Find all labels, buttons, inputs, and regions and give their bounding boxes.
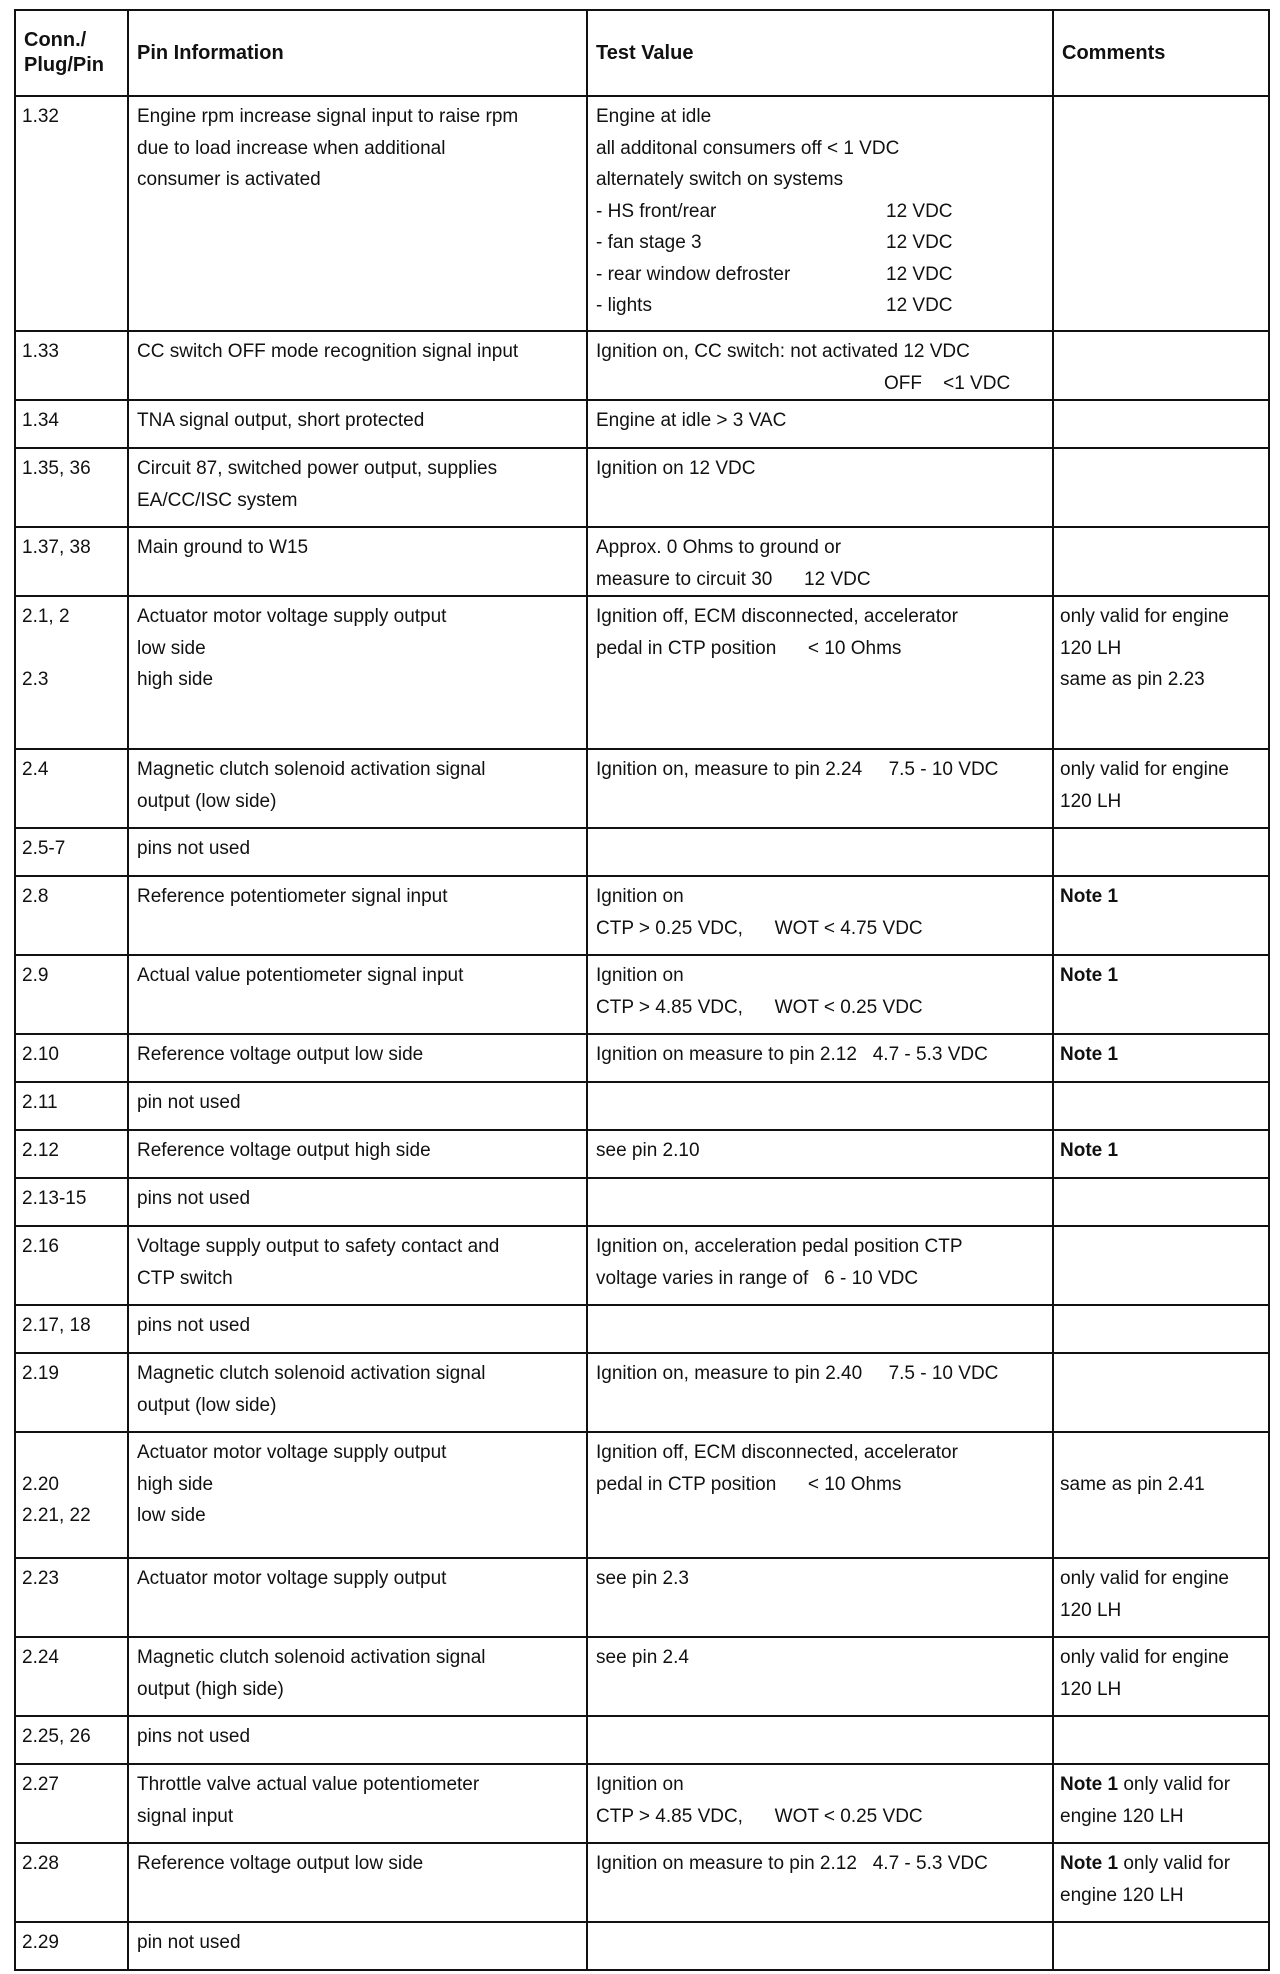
pin-info-line: Circuit 87, switched power output, supplies [137, 458, 498, 479]
test-value-cell [587, 596, 1053, 749]
comments-cell [1053, 1637, 1269, 1716]
test-value-line: Ignition on, measure to pin 2.24 7.5 - 10 VDC [596, 759, 999, 780]
header-comments: Comments [1053, 10, 1269, 96]
pin-info-line: Magnetic clutch solenoid activation signal [137, 759, 486, 780]
test-value-cell [587, 1305, 1053, 1353]
header-conn [15, 10, 128, 96]
test-value-cell [587, 1226, 1053, 1305]
test-pair-value: 12 VDC [886, 232, 953, 253]
conn-pin-value-2: 2.21, 22 [22, 1505, 91, 1526]
table-row [15, 1305, 1269, 1353]
pin-info-line: pins not used [137, 1726, 251, 1747]
pin-info-line: TNA signal output, short protected [137, 410, 425, 431]
comments-cell [1053, 1305, 1269, 1353]
conn-pin-cell [15, 1716, 128, 1764]
comments-line [1060, 1039, 1266, 1071]
conn-pin-value: 1.35, 36 [22, 458, 91, 479]
note-label: Note 1 [1060, 1774, 1119, 1795]
test-value-cell [587, 1764, 1053, 1843]
test-value-cell [587, 1922, 1053, 1970]
pin-info-cell [128, 1558, 587, 1637]
pin-info-line: Reference potentiometer signal input [137, 886, 448, 907]
pin-info-cell [128, 1716, 587, 1764]
conn-pin-value: 1.37, 38 [22, 537, 91, 558]
pin-info-cell [128, 1082, 587, 1130]
test-value-line: Ignition on [596, 886, 684, 907]
test-value-cell [587, 1130, 1053, 1178]
pin-info-cell [128, 1130, 587, 1178]
pin-info-line: pins not used [137, 1188, 251, 1209]
table-row [15, 1034, 1269, 1082]
conn-pin-cell [15, 1226, 128, 1305]
table-row [15, 448, 1269, 527]
comments-line: only valid for engine [1060, 1568, 1229, 1589]
conn-pin-cell [15, 527, 128, 596]
comments-cell [1053, 331, 1269, 400]
pin-info-line: output (low side) [137, 1394, 277, 1416]
test-pair-label: - HS front/rear [596, 200, 717, 222]
pin-info-line: output (high side) [137, 1678, 284, 1700]
pin-info-line: Actual value potentiometer signal input [137, 965, 464, 986]
test-value-line: Ignition on 12 VDC [596, 458, 756, 479]
comments-line: 120 LH [1060, 790, 1122, 812]
comments-line-2: same as pin 2.23 [1060, 669, 1205, 690]
test-value-line: Ignition on [596, 965, 684, 986]
test-value-cell [587, 828, 1053, 876]
table-row [15, 1764, 1269, 1843]
pin-info-cell [128, 596, 587, 749]
conn-pin-value: 2.28 [22, 1853, 59, 1874]
comments-text: only valid for [1118, 1853, 1231, 1874]
test-value-line: Ignition on, acceleration pedal position CTP [596, 1236, 963, 1257]
comments-cell [1053, 876, 1269, 955]
conn-pin-value: 2.20 [22, 1473, 59, 1495]
conn-pin-cell [15, 96, 128, 331]
pin-info-cell [128, 1843, 587, 1922]
comments-cell [1053, 527, 1269, 596]
test-pair-value: 12 VDC [886, 200, 953, 222]
test-value-cell [587, 955, 1053, 1034]
pin-info-line: CTP switch [137, 1267, 233, 1289]
test-value-line: all additonal consumers off < 1 VDC [596, 137, 900, 159]
test-value-indent-line: OFF <1 VDC [884, 372, 1011, 394]
test-value-line: Engine at idle [596, 106, 712, 127]
table-row [15, 1716, 1269, 1764]
test-pair-value: 12 VDC [886, 295, 953, 316]
test-pair-value: 12 VDC [886, 263, 953, 285]
comments-cell [1053, 1843, 1269, 1922]
test-value-pair [596, 290, 1044, 322]
test-value-line: measure to circuit 30 12 VDC [596, 568, 871, 590]
header-conn-line2: Plug/Pin [24, 54, 104, 76]
conn-pin-cell [15, 1034, 128, 1082]
table-row [15, 876, 1269, 955]
pin-info-cell [128, 1432, 587, 1558]
comments-line [1060, 881, 1266, 913]
pin-info-line-2: low side [137, 1505, 206, 1526]
table-row [15, 400, 1269, 448]
comments-line: engine 120 LH [1060, 1884, 1184, 1906]
pin-info-line: signal input [137, 1805, 234, 1827]
table-row [15, 1226, 1269, 1305]
test-value-line: pedal in CTP position < 10 Ohms [596, 1473, 902, 1495]
test-value-line: see pin 2.3 [596, 1568, 689, 1589]
conn-pin-cell [15, 400, 128, 448]
comments-cell [1053, 1764, 1269, 1843]
test-value-line: Ignition on, measure to pin 2.40 7.5 - 10 VDC [596, 1363, 999, 1384]
note-label: Note 1 [1060, 886, 1119, 907]
test-value-cell [587, 1034, 1053, 1082]
conn-pin-value: 2.10 [22, 1044, 59, 1065]
comments-cell [1053, 1922, 1269, 1970]
table-row [15, 331, 1269, 400]
table-row [15, 955, 1269, 1034]
pin-info-cell [128, 527, 587, 596]
pin-info-line-2: high side [137, 669, 214, 690]
conn-pin-value: 2.23 [22, 1568, 59, 1589]
test-value-pair [596, 196, 1044, 228]
pin-info-cell [128, 749, 587, 828]
pin-info-cell [128, 96, 587, 331]
conn-pin-cell [15, 1130, 128, 1178]
comments-cell [1053, 1558, 1269, 1637]
conn-pin-value: 2.1, 2 [22, 606, 70, 627]
test-pair-label: - lights [596, 295, 652, 316]
conn-pin-cell [15, 331, 128, 400]
table-row [15, 749, 1269, 828]
comments-cell [1053, 955, 1269, 1034]
conn-pin-cell [15, 448, 128, 527]
conn-pin-value: 2.27 [22, 1774, 59, 1795]
header-pin-info: Pin Information [128, 10, 587, 96]
test-value-line: Ignition on measure to pin 2.12 4.7 - 5.3 VDC [596, 1853, 988, 1874]
test-value-line: Ignition off, ECM disconnected, accelerator [596, 606, 958, 627]
conn-pin-value: 2.11 [22, 1092, 58, 1113]
test-value-line: CTP > 4.85 VDC, WOT < 0.25 VDC [596, 1805, 923, 1827]
note-label: Note 1 [1060, 1044, 1119, 1065]
pin-info-line: Main ground to W15 [137, 537, 309, 558]
conn-pin-value: 1.32 [22, 106, 59, 127]
comments-cell [1053, 749, 1269, 828]
comments-line [1060, 960, 1266, 992]
table-row [15, 1637, 1269, 1716]
comments-cell [1053, 828, 1269, 876]
test-value-cell [587, 1637, 1053, 1716]
header-conn-line1: Conn./ [24, 29, 87, 51]
header-test-value: Test Value [587, 10, 1053, 96]
comments-cell [1053, 1082, 1269, 1130]
pin-info-line: Actuator motor voltage supply output [137, 606, 447, 627]
pin-info-cell [128, 1637, 587, 1716]
pin-info-line: Magnetic clutch solenoid activation signal [137, 1363, 486, 1384]
pin-info-cell [128, 1353, 587, 1432]
pin-info-line: high side [137, 1473, 214, 1495]
table-row [15, 1432, 1269, 1558]
header-row [15, 10, 1269, 96]
pin-info-cell [128, 828, 587, 876]
comments-line [1060, 1135, 1266, 1167]
pin-info-line: consumer is activated [137, 169, 321, 190]
table-row [15, 527, 1269, 596]
pin-info-line: Reference voltage output low side [137, 1853, 424, 1874]
comments-cell [1053, 1716, 1269, 1764]
comments-cell [1053, 448, 1269, 527]
pin-info-line: Throttle valve actual value potentiometer [137, 1774, 480, 1795]
comments-cell [1053, 1178, 1269, 1226]
pin-info-cell [128, 1178, 587, 1226]
test-value-line: pedal in CTP position < 10 Ohms [596, 637, 902, 659]
conn-pin-value: 2.8 [22, 886, 49, 907]
test-value-cell [587, 749, 1053, 828]
conn-pin-cell [15, 1637, 128, 1716]
comments-cell [1053, 1226, 1269, 1305]
pin-info-cell [128, 955, 587, 1034]
test-value-line: Ignition on [596, 1774, 684, 1795]
test-value-cell [587, 400, 1053, 448]
conn-pin-value-2: 2.3 [22, 669, 49, 690]
conn-pin-cell [15, 1764, 128, 1843]
table-row [15, 96, 1269, 331]
comments-line [1060, 1769, 1266, 1801]
conn-pin-cell [15, 749, 128, 828]
comments-line: only valid for engine [1060, 759, 1229, 780]
comments-line [1060, 1848, 1266, 1880]
conn-pin-cell [15, 1843, 128, 1922]
test-pair-label: - fan stage 3 [596, 232, 702, 253]
conn-pin-value: 2.24 [22, 1647, 59, 1668]
conn-pin-value: 2.29 [22, 1932, 59, 1953]
pin-info-cell [128, 1226, 587, 1305]
comments-line: 120 LH [1060, 1599, 1122, 1621]
test-pair-label: - rear window defroster [596, 263, 791, 285]
conn-pin-cell [15, 828, 128, 876]
comments-cell [1053, 596, 1269, 749]
note-label: Note 1 [1060, 965, 1119, 986]
table-row [15, 1922, 1269, 1970]
test-value-line: Approx. 0 Ohms to ground or [596, 537, 842, 558]
pin-info-line: Reference voltage output high side [137, 1140, 431, 1161]
comments-cell [1053, 96, 1269, 331]
conn-pin-cell [15, 955, 128, 1034]
test-value-line: Ignition on measure to pin 2.12 4.7 - 5.3 VDC [596, 1044, 988, 1065]
pin-info-line: Voltage supply output to safety contact and [137, 1236, 500, 1257]
pin-info-line: pin not used [137, 1932, 241, 1953]
conn-pin-cell [15, 1922, 128, 1970]
pin-info-cell [128, 1305, 587, 1353]
pin-info-line: Magnetic clutch solenoid activation signal [137, 1647, 486, 1668]
test-value-cell [587, 876, 1053, 955]
pin-info-line: Reference voltage output low side [137, 1044, 424, 1065]
pin-info-cell [128, 1922, 587, 1970]
test-value-line: Engine at idle > 3 VAC [596, 410, 787, 431]
test-value-cell [587, 331, 1053, 400]
test-value-cell [587, 1178, 1053, 1226]
conn-pin-cell [15, 1305, 128, 1353]
comments-cell [1053, 400, 1269, 448]
table-row [15, 1178, 1269, 1226]
test-value-line: see pin 2.4 [596, 1647, 689, 1668]
pin-info-line: pins not used [137, 1315, 251, 1336]
pin-info-line: CC switch OFF mode recognition signal input [137, 341, 519, 362]
table-row [15, 1082, 1269, 1130]
pin-info-line: Actuator motor voltage supply output [137, 1442, 447, 1463]
pin-info-line: Engine rpm increase signal input to raise rpm [137, 106, 519, 127]
test-value-line: CTP > 4.85 VDC, WOT < 0.25 VDC [596, 996, 923, 1018]
pin-info-line: pins not used [137, 838, 251, 859]
comments-line: only valid for engine [1060, 606, 1229, 627]
test-value-cell [587, 1082, 1053, 1130]
comments-cell [1053, 1034, 1269, 1082]
conn-pin-value: 2.19 [22, 1363, 59, 1384]
test-value-pair [596, 227, 1044, 259]
table-row [15, 828, 1269, 876]
table-row [15, 1843, 1269, 1922]
test-value-cell [587, 527, 1053, 596]
conn-pin-value: 2.25, 26 [22, 1726, 91, 1747]
comments-line: same as pin 2.41 [1060, 1473, 1205, 1495]
test-value-cell [587, 1558, 1053, 1637]
pin-info-cell [128, 876, 587, 955]
test-value-cell [587, 96, 1053, 331]
conn-pin-cell [15, 1082, 128, 1130]
conn-pin-value: 2.9 [22, 965, 49, 986]
comments-text: only valid for [1118, 1774, 1231, 1795]
pin-info-line: output (low side) [137, 790, 277, 812]
test-value-line: Ignition off, ECM disconnected, accelerator [596, 1442, 958, 1463]
test-value-line: Ignition on, CC switch: not activated 12 VDC [596, 341, 970, 362]
table-row [15, 1558, 1269, 1637]
conn-pin-value: 2.17, 18 [22, 1315, 91, 1336]
comments-line: 120 LH [1060, 1678, 1122, 1700]
pin-information-table [14, 9, 1270, 1971]
pin-info-line: low side [137, 637, 206, 659]
conn-pin-value: 2.12 [22, 1140, 59, 1161]
conn-pin-value: 2.5-7 [22, 838, 66, 859]
table-row [15, 1130, 1269, 1178]
conn-pin-cell [15, 1353, 128, 1432]
conn-pin-value: 2.16 [22, 1236, 59, 1257]
pin-info-cell [128, 400, 587, 448]
pin-info-cell [128, 1764, 587, 1843]
conn-pin-cell [15, 1558, 128, 1637]
comments-line: engine 120 LH [1060, 1805, 1184, 1827]
conn-pin-value: 2.4 [22, 759, 49, 780]
test-value-line: voltage varies in range of 6 - 10 VDC [596, 1267, 919, 1289]
pin-info-line: due to load increase when additional [137, 137, 446, 159]
test-value-cell [587, 1353, 1053, 1432]
note-label: Note 1 [1060, 1853, 1119, 1874]
table-row [15, 596, 1269, 749]
pin-info-line: EA/CC/ISC system [137, 489, 298, 511]
conn-pin-value: 2.13-15 [22, 1188, 87, 1209]
test-value-cell [587, 448, 1053, 527]
pin-info-cell [128, 1034, 587, 1082]
test-value-cell [587, 1843, 1053, 1922]
test-value-cell [587, 1432, 1053, 1558]
test-value-line: see pin 2.10 [596, 1140, 700, 1161]
test-value-cell [587, 1716, 1053, 1764]
conn-pin-cell [15, 876, 128, 955]
comments-cell [1053, 1353, 1269, 1432]
test-value-line: CTP > 0.25 VDC, WOT < 4.75 VDC [596, 917, 923, 939]
conn-pin-cell [15, 1178, 128, 1226]
pin-info-line: Actuator motor voltage supply output [137, 1568, 447, 1589]
comments-line: only valid for engine [1060, 1647, 1229, 1668]
comments-line: 120 LH [1060, 637, 1122, 659]
comments-cell [1053, 1130, 1269, 1178]
conn-pin-value: 1.34 [22, 410, 59, 431]
conn-pin-cell [15, 1432, 128, 1558]
test-value-line: alternately switch on systems [596, 169, 844, 190]
test-value-pair [596, 259, 1044, 291]
conn-pin-cell [15, 596, 128, 749]
table-row [15, 1353, 1269, 1432]
pin-info-line: pin not used [137, 1092, 241, 1113]
pin-info-cell [128, 448, 587, 527]
note-label: Note 1 [1060, 1140, 1119, 1161]
conn-pin-value: 1.33 [22, 341, 59, 362]
pin-info-cell [128, 331, 587, 400]
comments-cell [1053, 1432, 1269, 1558]
